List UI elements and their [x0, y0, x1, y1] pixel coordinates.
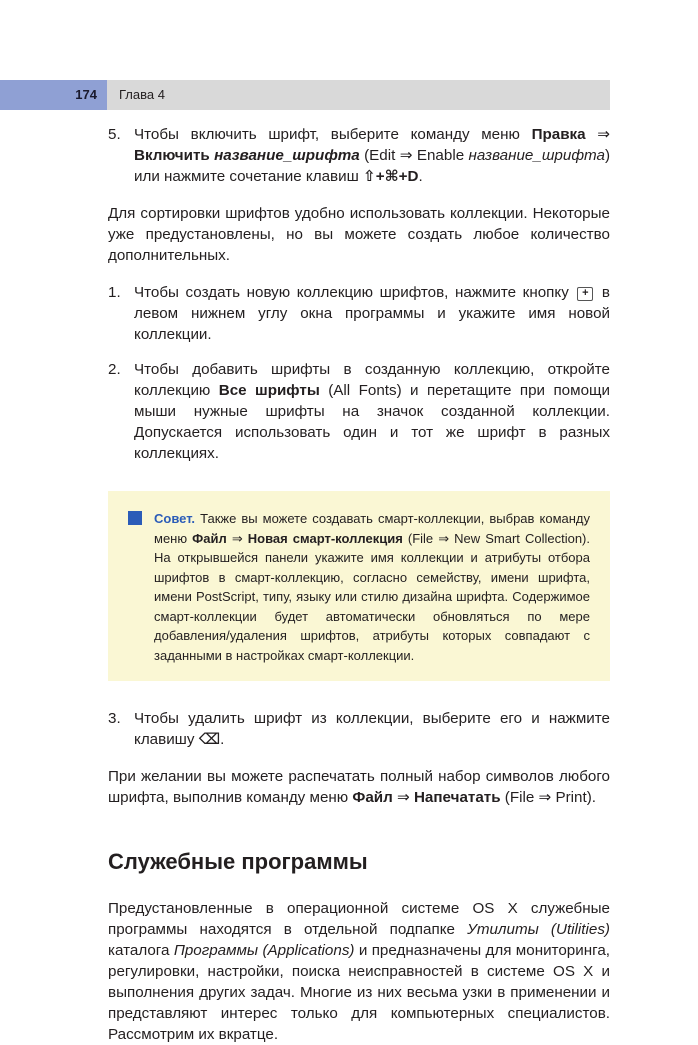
- arrow: ⇒: [392, 789, 414, 806]
- text: Также вы можете создавать смарт-коллекции, выбрав команду меню: [154, 511, 590, 546]
- menu-command-italic: название_шрифта: [214, 147, 360, 164]
- menu-command: Включить: [134, 147, 215, 164]
- running-header: [0, 80, 610, 110]
- text: Предустановленные в операционной системе OS X служебные программы находятся в отдельной подпапке: [108, 900, 610, 938]
- tip-box: [108, 491, 610, 681]
- italic-text: Программы (Applications): [173, 942, 355, 959]
- page-body: [108, 124, 610, 1045]
- chapter-title: Глава 4: [119, 87, 165, 102]
- text: При желании вы можете распечатать полный набор символов любого шрифта, выполнив команду меню: [108, 768, 610, 806]
- list-number: 2.: [108, 361, 121, 378]
- menu-name: Правка: [531, 126, 586, 143]
- text: Чтобы удалить шрифт из коллекции, выберите его и нажмите клавишу: [134, 710, 610, 748]
- text: .: [418, 168, 423, 185]
- text: Чтобы включить шрифт, выберите команду меню: [134, 126, 532, 143]
- text: .: [220, 731, 225, 748]
- menu-command: Новая смарт-коллекция: [247, 530, 403, 546]
- list-item-5: [108, 124, 610, 187]
- text: ) или нажмите сочетание клавиш: [134, 147, 610, 185]
- collection-name: Все шрифты: [218, 382, 320, 399]
- list-number: 3.: [108, 710, 121, 727]
- menu-name: Файл: [352, 789, 393, 806]
- list-item-1: [108, 282, 610, 345]
- italic-text: название_шрифта: [468, 147, 605, 164]
- menu-command: Напечатать: [413, 789, 501, 806]
- text: и предназначены для мониторинга, регулировки, настройки, поиска неисправностей в системе OS X и выполнения других задач. Многие из них весьма узки в применении и представляют интерес только для компьютерных специалистов. Рассмотрим их вкратце.: [108, 942, 610, 1043]
- list-number: 1.: [108, 284, 121, 301]
- arrow: ⇒: [585, 126, 610, 143]
- text: (File ⇒ Print).: [500, 789, 596, 806]
- list-number: 5.: [108, 126, 121, 143]
- tip-text: [128, 509, 590, 665]
- text: (File ⇒ New Smart Collection). На открывшейся панели укажите имя коллекции и атрибуты отбора шрифтов в смарт-коллекцию, согласно семейству, имени шрифта, имени PostScript, типу, языку или стилю дизайна шрифта. Содержимое смарт-коллекции будет автоматически обновляться по мере добавления/удаления шрифтов, атрибуты которых совпадают с заданными в настройках смарт-коллекции.: [154, 530, 590, 663]
- list-item-2: [108, 359, 610, 464]
- delete-key-icon: ⌫: [198, 731, 221, 748]
- text: (Edit ⇒ Enable: [359, 147, 469, 164]
- text: Чтобы добавить шрифты в созданную коллекцию, откройте коллекцию: [134, 361, 610, 399]
- section-title: Служебные программы: [108, 849, 368, 874]
- text: каталога: [108, 942, 174, 959]
- paragraph-utilities: [108, 898, 610, 1045]
- paragraph-print: [108, 766, 610, 808]
- italic-text: Утилиты (Utilities): [467, 921, 610, 938]
- tip-square-icon: [128, 511, 142, 525]
- plus-key-icon: +: [577, 287, 593, 301]
- menu-name: Файл: [192, 530, 227, 546]
- keyboard-shortcut: ⇧+⌘+D: [363, 168, 419, 185]
- arrow: ⇒: [226, 530, 248, 546]
- text: в левом нижнем углу окна программы и укажите имя новой коллекции.: [134, 284, 610, 343]
- page-number: 174: [75, 87, 97, 102]
- list-item-3: [108, 708, 610, 750]
- chapter-bar: [107, 80, 610, 110]
- page-number-box: [0, 80, 107, 110]
- text: (All Fonts) и перетащите при помощи мыши нужные шрифты на значок созданной коллекции. Допускается использовать один и тот же шрифт в разных коллекциях.: [134, 382, 610, 462]
- paragraph-collections: Для сортировки шрифтов удобно использовать коллекции. Некоторые уже предустановлены, но вы можете создать любое количество дополнительных.: [108, 205, 610, 264]
- text: Чтобы создать новую коллекцию шрифтов, нажмите кнопку: [134, 284, 576, 301]
- tip-label: Совет.: [154, 511, 196, 526]
